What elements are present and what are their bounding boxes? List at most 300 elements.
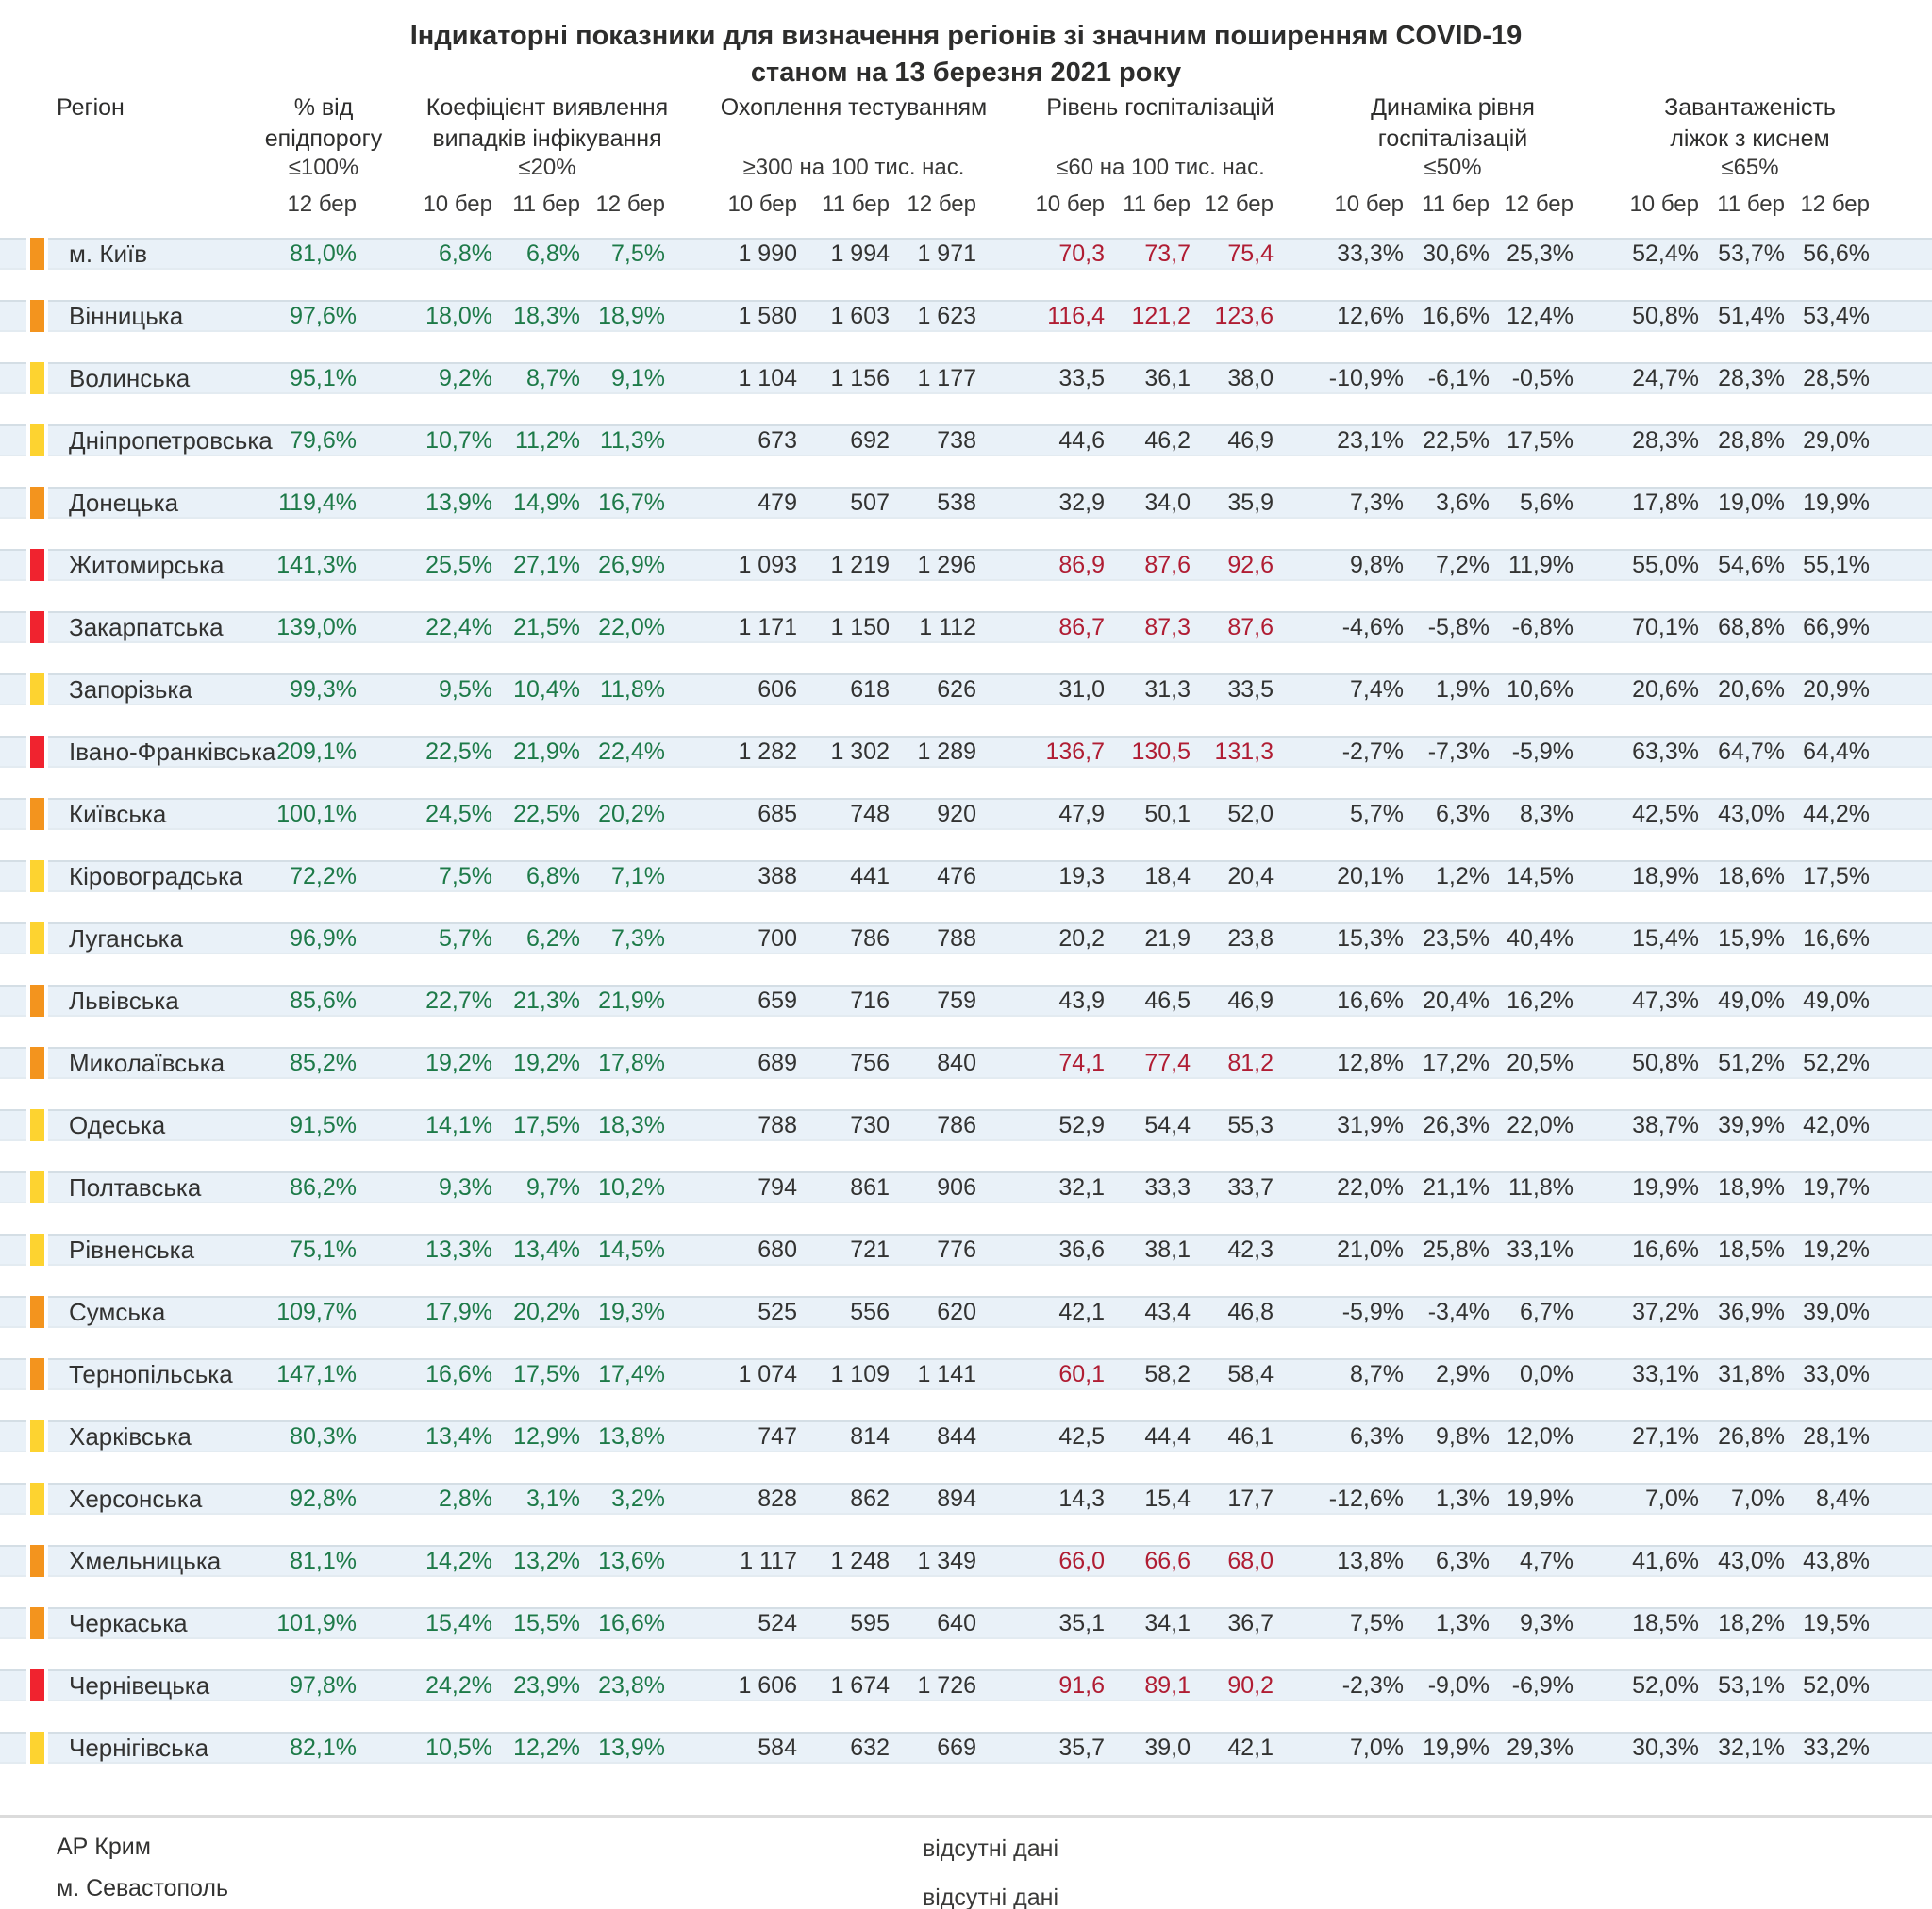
cell-beds-1: 19,0% — [1718, 490, 1785, 516]
cell-coef-0: 5,7% — [439, 925, 492, 952]
cell-coef-0: 17,9% — [425, 1299, 492, 1325]
cell-hosp-2: 38,0 — [1227, 365, 1274, 391]
cell-dyn-0: 20,1% — [1337, 863, 1404, 889]
cell-dyn-1: -3,4% — [1427, 1299, 1490, 1325]
cell-hosp-1: 46,5 — [1144, 988, 1191, 1014]
cell-pct-0: 141,3% — [276, 552, 357, 578]
cell-pct-0: 100,1% — [276, 801, 357, 827]
cell-beds-0: 19,9% — [1632, 1174, 1699, 1201]
cell-pct-0: 99,3% — [290, 676, 357, 703]
region-name: Тернопільська — [69, 1360, 233, 1388]
cell-hosp-0: 70,3 — [1058, 241, 1105, 267]
cell-hosp-1: 50,1 — [1144, 801, 1191, 827]
cell-coef-2: 17,8% — [598, 1050, 665, 1076]
date-header-beds-1: 11 бер — [1717, 191, 1785, 217]
region-name: Донецька — [69, 489, 179, 517]
cell-beds-1: 43,0% — [1718, 1548, 1785, 1574]
cell-test-0: 673 — [758, 427, 797, 454]
cell-dyn-2: 6,7% — [1520, 1299, 1574, 1325]
region-name: Сумська — [69, 1298, 166, 1326]
cell-test-2: 776 — [937, 1237, 976, 1263]
cell-test-1: 756 — [850, 1050, 890, 1076]
cell-dyn-1: 7,2% — [1436, 552, 1490, 578]
group-label-line: Завантаженість — [1664, 94, 1836, 121]
cell-beds-1: 32,1% — [1718, 1735, 1785, 1761]
cell-beds-1: 39,9% — [1718, 1112, 1785, 1138]
cell-beds-2: 29,0% — [1803, 427, 1870, 454]
cell-beds-2: 64,4% — [1803, 739, 1870, 765]
cell-coef-1: 19,2% — [513, 1050, 580, 1076]
cell-test-1: 441 — [850, 863, 890, 889]
cell-hosp-1: 33,3 — [1144, 1174, 1191, 1201]
cell-pct-0: 79,6% — [290, 427, 357, 454]
date-header-beds-2: 12 бер — [1800, 191, 1870, 217]
cell-test-0: 584 — [758, 1735, 797, 1761]
cell-coef-2: 18,3% — [598, 1112, 665, 1138]
cell-coef-2: 7,3% — [611, 925, 665, 952]
cell-dyn-2: 11,8% — [1507, 1174, 1574, 1201]
cell-dyn-0: 33,3% — [1337, 241, 1404, 267]
cell-beds-2: 19,5% — [1803, 1610, 1870, 1636]
cell-hosp-2: 42,1 — [1227, 1735, 1274, 1761]
cell-beds-2: 53,4% — [1803, 303, 1870, 329]
cell-pct-0: 81,0% — [290, 241, 357, 267]
cell-hosp-2: 55,3 — [1227, 1112, 1274, 1138]
cell-beds-2: 39,0% — [1803, 1299, 1870, 1325]
table-row — [0, 1296, 1932, 1328]
cell-beds-2: 49,0% — [1803, 988, 1870, 1014]
cell-hosp-0: 60,1 — [1058, 1361, 1105, 1387]
date-header-test-0: 10 бер — [727, 191, 797, 217]
cell-beds-1: 20,6% — [1718, 676, 1785, 703]
cell-pct-0: 147,1% — [276, 1361, 357, 1387]
cell-hosp-1: 121,2 — [1131, 303, 1191, 329]
cell-dyn-2: 29,3% — [1507, 1735, 1574, 1761]
cell-test-2: 538 — [937, 490, 976, 516]
cell-coef-2: 22,0% — [598, 614, 665, 640]
group-label-line: епідпорогу — [264, 125, 383, 152]
cell-test-1: 632 — [850, 1735, 890, 1761]
cell-coef-0: 22,4% — [425, 614, 492, 640]
date-header-hosp-1: 11 бер — [1123, 191, 1191, 217]
column-group-pct-epidemic-threshold — [243, 92, 404, 155]
cell-coef-2: 7,1% — [611, 863, 665, 889]
group-label-line: Динаміка рівня — [1371, 94, 1535, 121]
cell-dyn-2: -0,5% — [1511, 365, 1574, 391]
cell-test-0: 788 — [758, 1112, 797, 1138]
cell-beds-0: 18,9% — [1632, 863, 1699, 889]
cell-dyn-0: 23,1% — [1337, 427, 1404, 454]
cell-test-2: 1 289 — [917, 739, 976, 765]
table-row — [0, 238, 1932, 270]
cell-beds-2: 55,1% — [1803, 552, 1870, 578]
table-row — [0, 1732, 1932, 1764]
cell-beds-1: 18,5% — [1718, 1237, 1785, 1263]
cell-hosp-0: 35,1 — [1058, 1610, 1105, 1636]
cell-hosp-1: 43,4 — [1144, 1299, 1191, 1325]
cell-beds-1: 31,8% — [1718, 1361, 1785, 1387]
cell-coef-0: 13,9% — [425, 490, 492, 516]
cell-beds-2: 17,5% — [1803, 863, 1870, 889]
cell-pct-0: 101,9% — [276, 1610, 357, 1636]
table-row — [0, 985, 1932, 1017]
cell-coef-2: 14,5% — [598, 1237, 665, 1263]
cell-test-0: 1 074 — [738, 1361, 797, 1387]
cell-coef-1: 13,4% — [513, 1237, 580, 1263]
cell-hosp-0: 35,7 — [1058, 1735, 1105, 1761]
cell-dyn-2: -6,9% — [1511, 1672, 1574, 1699]
cell-beds-0: 20,6% — [1632, 676, 1699, 703]
cell-dyn-2: -6,8% — [1511, 614, 1574, 640]
cell-dyn-1: -7,3% — [1427, 739, 1490, 765]
cell-test-2: 1 726 — [917, 1672, 976, 1699]
region-name: Дніпропетровська — [69, 426, 273, 455]
cell-coef-1: 13,2% — [513, 1548, 580, 1574]
cell-coef-0: 24,2% — [425, 1672, 492, 1699]
cell-hosp-0: 86,7 — [1058, 614, 1105, 640]
cell-beds-2: 33,0% — [1803, 1361, 1870, 1387]
cell-test-1: 716 — [850, 988, 890, 1014]
cell-hosp-2: 131,3 — [1214, 739, 1274, 765]
cell-coef-0: 10,5% — [425, 1735, 492, 1761]
cell-coef-1: 3,1% — [526, 1486, 580, 1512]
no-data-region-name: АР Крим — [57, 1834, 151, 1860]
status-marker-yellow — [30, 860, 44, 892]
table-row — [0, 549, 1932, 581]
cell-coef-2: 16,6% — [598, 1610, 665, 1636]
cell-hosp-1: 89,1 — [1144, 1672, 1191, 1699]
cell-pct-0: 139,0% — [276, 614, 357, 640]
cell-beds-2: 56,6% — [1803, 241, 1870, 267]
cell-pct-0: 209,1% — [276, 739, 357, 765]
cell-dyn-2: 4,7% — [1520, 1548, 1574, 1574]
cell-beds-2: 44,2% — [1803, 801, 1870, 827]
region-name: Миколаївська — [69, 1049, 225, 1077]
cell-coef-0: 14,2% — [425, 1548, 492, 1574]
cell-beds-2: 33,2% — [1803, 1735, 1870, 1761]
threshold-test: ≥300 на 100 тис. нас. — [742, 155, 965, 180]
group-label-line: % від — [293, 94, 354, 121]
cell-dyn-1: -6,1% — [1427, 365, 1490, 391]
column-header-region: Регіон — [57, 94, 125, 121]
cell-dyn-0: -12,6% — [1328, 1486, 1404, 1512]
cell-hosp-1: 130,5 — [1131, 739, 1191, 765]
cell-hosp-0: 47,9 — [1058, 801, 1105, 827]
status-marker-red — [30, 611, 44, 643]
cell-hosp-2: 17,7 — [1227, 1486, 1274, 1512]
table-row — [0, 1483, 1932, 1515]
region-name: Хмельницька — [69, 1547, 222, 1575]
cell-beds-2: 16,6% — [1803, 925, 1870, 952]
cell-coef-0: 13,3% — [425, 1237, 492, 1263]
region-name: Херсонська — [69, 1485, 203, 1513]
cell-beds-0: 52,0% — [1632, 1672, 1699, 1699]
cell-hosp-1: 77,4 — [1144, 1050, 1191, 1076]
cell-dyn-0: 31,9% — [1337, 1112, 1404, 1138]
cell-coef-0: 6,8% — [439, 241, 492, 267]
cell-beds-0: 38,7% — [1632, 1112, 1699, 1138]
group-label-line: випадків інфікування — [432, 125, 662, 152]
status-marker-orange — [30, 1545, 44, 1577]
region-name: Запорізька — [69, 675, 192, 704]
table-row — [0, 1171, 1932, 1204]
column-group-hospitalization-dynamics — [1311, 92, 1594, 155]
threshold-hosp: ≤60 на 100 тис. нас. — [1056, 155, 1265, 180]
cell-dyn-0: 7,0% — [1350, 1735, 1404, 1761]
cell-beds-1: 49,0% — [1718, 988, 1785, 1014]
cell-dyn-0: 8,7% — [1350, 1361, 1404, 1387]
cell-pct-0: 95,1% — [290, 365, 357, 391]
cell-test-1: 814 — [850, 1423, 890, 1450]
cell-beds-2: 19,2% — [1803, 1237, 1870, 1263]
cell-dyn-1: 23,5% — [1423, 925, 1490, 952]
status-marker-orange — [30, 1047, 44, 1079]
cell-test-1: 862 — [850, 1486, 890, 1512]
cell-coef-0: 13,4% — [425, 1423, 492, 1450]
cell-hosp-2: 87,6 — [1227, 614, 1274, 640]
cell-beds-0: 27,1% — [1632, 1423, 1699, 1450]
table-row — [0, 1109, 1932, 1141]
cell-dyn-1: 3,6% — [1436, 490, 1490, 516]
cell-coef-1: 12,2% — [513, 1735, 580, 1761]
cell-coef-1: 17,5% — [513, 1112, 580, 1138]
cell-hosp-0: 20,2 — [1058, 925, 1105, 952]
cell-dyn-1: 1,2% — [1436, 863, 1490, 889]
status-marker-orange — [30, 238, 44, 270]
region-name: Закарпатська — [69, 613, 224, 641]
cell-test-2: 1 177 — [917, 365, 976, 391]
cell-dyn-0: 7,3% — [1350, 490, 1404, 516]
region-name: Харківська — [69, 1422, 192, 1451]
cell-test-2: 1 349 — [917, 1548, 976, 1574]
cell-beds-0: 63,3% — [1632, 739, 1699, 765]
cell-coef-2: 16,7% — [598, 490, 665, 516]
cell-hosp-2: 20,4 — [1227, 863, 1274, 889]
cell-pct-0: 86,2% — [290, 1174, 357, 1201]
cell-test-0: 1 606 — [738, 1672, 797, 1699]
cell-test-1: 1 109 — [830, 1361, 890, 1387]
table-row — [0, 860, 1932, 892]
cell-test-1: 1 156 — [830, 365, 890, 391]
cell-test-1: 748 — [850, 801, 890, 827]
cell-dyn-1: 17,2% — [1423, 1050, 1490, 1076]
status-marker-yellow — [30, 1234, 44, 1266]
cell-beds-1: 28,8% — [1718, 427, 1785, 454]
cell-hosp-2: 36,7 — [1227, 1610, 1274, 1636]
status-marker-yellow — [30, 362, 44, 394]
cell-coef-2: 18,9% — [598, 303, 665, 329]
no-data-region-name: м. Севастополь — [57, 1875, 229, 1901]
cell-dyn-1: 30,6% — [1423, 241, 1490, 267]
cell-test-0: 794 — [758, 1174, 797, 1201]
cell-dyn-1: 20,4% — [1423, 988, 1490, 1014]
table-row — [0, 1669, 1932, 1702]
status-marker-orange — [30, 1607, 44, 1639]
cell-hosp-2: 33,7 — [1227, 1174, 1274, 1201]
cell-test-0: 1 282 — [738, 739, 797, 765]
threshold-pct: ≤100% — [288, 155, 359, 180]
cell-coef-2: 10,2% — [598, 1174, 665, 1201]
cell-beds-1: 54,6% — [1718, 552, 1785, 578]
threshold-dyn: ≤50% — [1424, 155, 1482, 180]
region-name: Луганська — [69, 924, 184, 953]
date-header-dyn-1: 11 бер — [1422, 191, 1490, 217]
cell-beds-0: 7,0% — [1645, 1486, 1699, 1512]
status-marker-yellow — [30, 424, 44, 456]
cell-dyn-1: 2,9% — [1436, 1361, 1490, 1387]
status-marker-yellow — [30, 1171, 44, 1204]
cell-hosp-0: 91,6 — [1058, 1672, 1105, 1699]
cell-test-2: 788 — [937, 925, 976, 952]
cell-hosp-0: 32,1 — [1058, 1174, 1105, 1201]
cell-test-2: 1 112 — [919, 614, 976, 640]
cell-coef-2: 22,4% — [598, 739, 665, 765]
cell-test-1: 618 — [850, 676, 890, 703]
cell-coef-2: 11,3% — [599, 427, 665, 454]
cell-coef-1: 21,5% — [513, 614, 580, 640]
threshold-beds: ≤65% — [1721, 155, 1779, 180]
cell-hosp-0: 52,9 — [1058, 1112, 1105, 1138]
cell-hosp-2: 68,0 — [1227, 1548, 1274, 1574]
group-label-line: ліжок з киснем — [1670, 125, 1830, 152]
table-row — [0, 1358, 1932, 1390]
cell-coef-1: 6,8% — [526, 863, 580, 889]
cell-beds-2: 66,9% — [1803, 614, 1870, 640]
cell-coef-0: 15,4% — [425, 1610, 492, 1636]
cell-test-2: 840 — [937, 1050, 976, 1076]
cell-coef-0: 10,7% — [425, 427, 492, 454]
cell-coef-1: 6,2% — [526, 925, 580, 952]
cell-pct-0: 97,8% — [290, 1672, 357, 1699]
cell-test-0: 1 104 — [738, 365, 797, 391]
cell-hosp-0: 14,3 — [1058, 1486, 1105, 1512]
cell-beds-2: 8,4% — [1816, 1486, 1870, 1512]
cell-coef-1: 21,3% — [513, 988, 580, 1014]
cell-beds-0: 15,4% — [1632, 925, 1699, 952]
cell-coef-2: 17,4% — [598, 1361, 665, 1387]
cell-coef-1: 14,9% — [513, 490, 580, 516]
cell-hosp-0: 44,6 — [1058, 427, 1105, 454]
cell-hosp-2: 46,9 — [1227, 988, 1274, 1014]
date-header-pct-0: 12 бер — [287, 191, 357, 217]
cell-coef-1: 22,5% — [513, 801, 580, 827]
cell-dyn-0: 16,6% — [1337, 988, 1404, 1014]
cell-dyn-1: 16,6% — [1423, 303, 1490, 329]
status-marker-orange — [30, 1358, 44, 1390]
cell-dyn-2: 17,5% — [1507, 427, 1574, 454]
cell-hosp-1: 34,0 — [1144, 490, 1191, 516]
status-marker-red — [30, 736, 44, 768]
cell-dyn-0: 12,6% — [1337, 303, 1404, 329]
cell-beds-1: 51,4% — [1718, 303, 1785, 329]
cell-coef-0: 2,8% — [439, 1486, 492, 1512]
cell-dyn-0: -2,3% — [1341, 1672, 1404, 1699]
table-row — [0, 798, 1932, 830]
cell-dyn-2: 11,9% — [1507, 552, 1574, 578]
cell-hosp-1: 36,1 — [1144, 365, 1191, 391]
cell-test-0: 700 — [758, 925, 797, 952]
table-row — [0, 362, 1932, 394]
cell-test-2: 920 — [937, 801, 976, 827]
cell-pct-0: 85,6% — [290, 988, 357, 1014]
cell-dyn-1: -5,8% — [1427, 614, 1490, 640]
cell-test-2: 626 — [937, 676, 976, 703]
cell-coef-0: 7,5% — [439, 863, 492, 889]
group-label-line: госпіталізацій — [1377, 125, 1528, 152]
status-marker-yellow — [30, 1109, 44, 1141]
status-marker-red — [30, 1669, 44, 1702]
cell-hosp-2: 35,9 — [1227, 490, 1274, 516]
region-name: Рівненська — [69, 1236, 195, 1264]
cell-dyn-2: 19,9% — [1507, 1486, 1574, 1512]
cell-test-2: 759 — [937, 988, 976, 1014]
date-header-coef-0: 10 бер — [423, 191, 492, 217]
cell-dyn-0: -2,7% — [1341, 739, 1404, 765]
cell-dyn-2: 5,6% — [1520, 490, 1574, 516]
table-row — [0, 611, 1932, 643]
cell-dyn-1: 21,1% — [1423, 1174, 1490, 1201]
cell-coef-2: 19,3% — [598, 1299, 665, 1325]
page-title-line1: Індикаторні показники для визначення регіонів зі значним поширенням COVID-19 — [409, 21, 1523, 51]
cell-hosp-1: 39,0 — [1144, 1735, 1191, 1761]
cell-coef-2: 26,9% — [598, 552, 665, 578]
status-marker-yellow — [30, 1732, 44, 1764]
table-row — [0, 487, 1932, 519]
cell-test-1: 692 — [850, 427, 890, 454]
group-label-line: Коефіцієнт виявлення — [425, 94, 669, 121]
cell-dyn-2: 0,0% — [1520, 1361, 1574, 1387]
cell-dyn-0: 7,4% — [1350, 676, 1404, 703]
cell-beds-2: 52,2% — [1803, 1050, 1870, 1076]
cell-dyn-1: 1,3% — [1436, 1610, 1490, 1636]
cell-coef-0: 9,3% — [439, 1174, 492, 1201]
cell-test-0: 685 — [758, 801, 797, 827]
cell-hosp-2: 90,2 — [1227, 1672, 1274, 1699]
cell-pct-0: 119,4% — [278, 490, 357, 516]
cell-dyn-0: -10,9% — [1328, 365, 1404, 391]
cell-beds-1: 18,6% — [1718, 863, 1785, 889]
cell-coef-1: 15,5% — [513, 1610, 580, 1636]
cell-coef-0: 9,5% — [439, 676, 492, 703]
cell-dyn-0: 5,7% — [1350, 801, 1404, 827]
cell-pct-0: 82,1% — [290, 1735, 357, 1761]
cell-hosp-2: 46,1 — [1227, 1423, 1274, 1450]
cell-beds-2: 42,0% — [1803, 1112, 1870, 1138]
cell-dyn-2: 8,3% — [1520, 801, 1574, 827]
cell-beds-0: 52,4% — [1632, 241, 1699, 267]
cell-test-0: 1 093 — [738, 552, 797, 578]
cell-dyn-1: 6,3% — [1436, 1548, 1490, 1574]
cell-test-2: 844 — [937, 1423, 976, 1450]
cell-dyn-0: 22,0% — [1337, 1174, 1404, 1201]
date-header-test-1: 11 бер — [822, 191, 890, 217]
cell-hosp-2: 23,8 — [1227, 925, 1274, 952]
cell-test-2: 1 141 — [917, 1361, 976, 1387]
cell-test-0: 680 — [758, 1237, 797, 1263]
cell-dyn-2: 25,3% — [1507, 241, 1574, 267]
region-name: Львівська — [69, 987, 179, 1015]
cell-dyn-0: 15,3% — [1337, 925, 1404, 952]
cell-test-0: 659 — [758, 988, 797, 1014]
cell-beds-0: 30,3% — [1632, 1735, 1699, 1761]
cell-hosp-0: 42,5 — [1058, 1423, 1105, 1450]
cell-coef-1: 9,7% — [526, 1174, 580, 1201]
cell-coef-1: 10,4% — [513, 676, 580, 703]
cell-test-0: 524 — [758, 1610, 797, 1636]
cell-hosp-2: 46,9 — [1227, 427, 1274, 454]
cell-coef-1: 18,3% — [513, 303, 580, 329]
cell-test-0: 1 580 — [738, 303, 797, 329]
